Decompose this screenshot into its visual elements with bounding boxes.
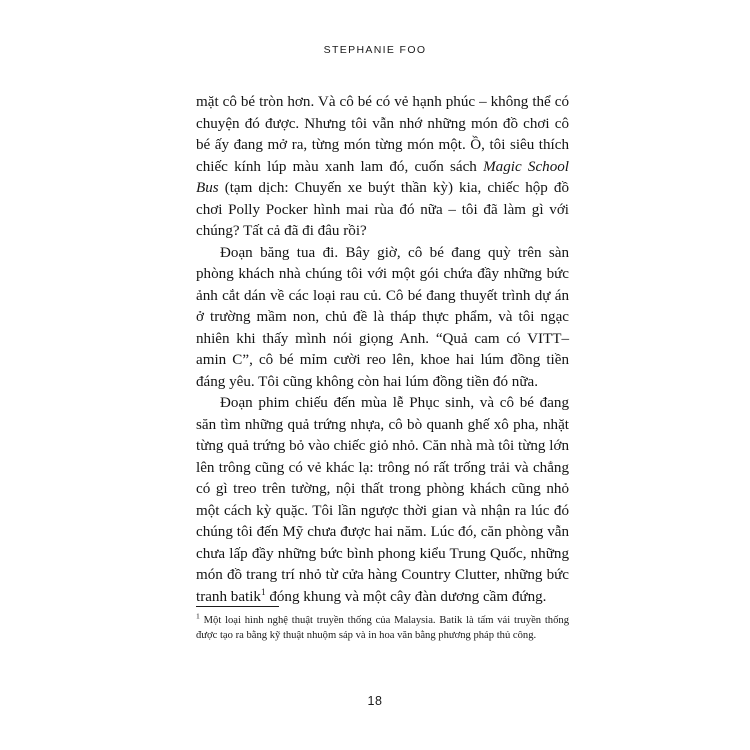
page-number: 18	[367, 694, 383, 708]
text-run: mặt cô bé tròn hơn. Và cô bé có vẻ hạnh phúc – không thể có chuyện đó được. Nhưng tôi vẫn nhớ những món đồ chơi cô bé ấy đang mở ra, từng món từng món một. Ồ, tôi siêu thích chiếc kính lúp màu xanh lam đó, cuốn sách	[196, 94, 569, 175]
footnote-reference[interactable]: 1	[260, 586, 266, 597]
paragraph	[196, 393, 569, 608]
italic-title: Magic School Bus	[196, 158, 569, 196]
running-head: STEPHANIE FOO	[323, 44, 427, 56]
text-run: Đoạn băng tua đi. Bây giờ, cô bé đang quỳ trên sàn phòng khách nhà chúng tôi với một gói chứa đầy những bức ảnh cắt dán về các loại rau củ. Cô bé đang thuyết trình dự án ở trường mầm non, chủ đề là tháp thực phẩm, và tôi ngạc nhiên khi thấy mình nói giọng Anh. “Quả cam có VITT–amin C”, cô bé mỉm cười reo lên, khoe hai lúm đồng tiền đáng yêu. Tôi cũng không còn hai lúm đồng tiền đó nữa.	[196, 244, 569, 390]
paragraph	[196, 243, 569, 394]
text-run: đóng khung và một cây đàn dương cầm đứng.	[265, 588, 547, 605]
paragraph	[196, 92, 569, 243]
footnote-separator-rule	[196, 606, 279, 607]
text-run: Đoạn phim chiếu đến mùa lễ Phục sinh, và cô bé đang săn tìm những quả trứng nhựa, cô bò quanh ghế xô pha, nhặt từng quả trứng bỏ vào chiếc giỏ nhỏ. Căn nhà mà tôi từng lớn lên trông cũng có vẻ khác lạ: trông nó rất trống trải và chẳng có gì treo trên tường, nội thất trong phòng khách cũng nhỏ một cách kỳ quặc. Tôi lần ngược thời gian và nhận ra lúc đó chúng tôi đến Mỹ chưa được hai năm. Lúc đó, căn phòng vẫn chưa lấp đầy những bức bình phong kiểu Trung Quốc, những món đồ trang trí nhỏ từ cửa hàng Country Clutter, những bức tranh batik	[196, 395, 569, 605]
footnote-text	[196, 613, 569, 644]
footnote-area	[196, 606, 569, 644]
footnote-marker: 1	[196, 611, 200, 621]
body-text-column	[196, 92, 569, 608]
footnote-body: Một loại hình nghệ thuật truyền thống của Malaysia. Batik là tấm vải truyền thống được tạo ra bằng kỹ thuật nhuộm sáp và in hoa văn bằng phương pháp thủ công.	[196, 615, 569, 642]
text-run: (tạm dịch: Chuyến xe buýt thần kỳ) kia, chiếc hộp đồ chơi Polly Pocker hình mai rùa đó nữa – tôi đã làm gì với chúng? Tất cả đã đi đâu rồi?	[196, 180, 569, 239]
